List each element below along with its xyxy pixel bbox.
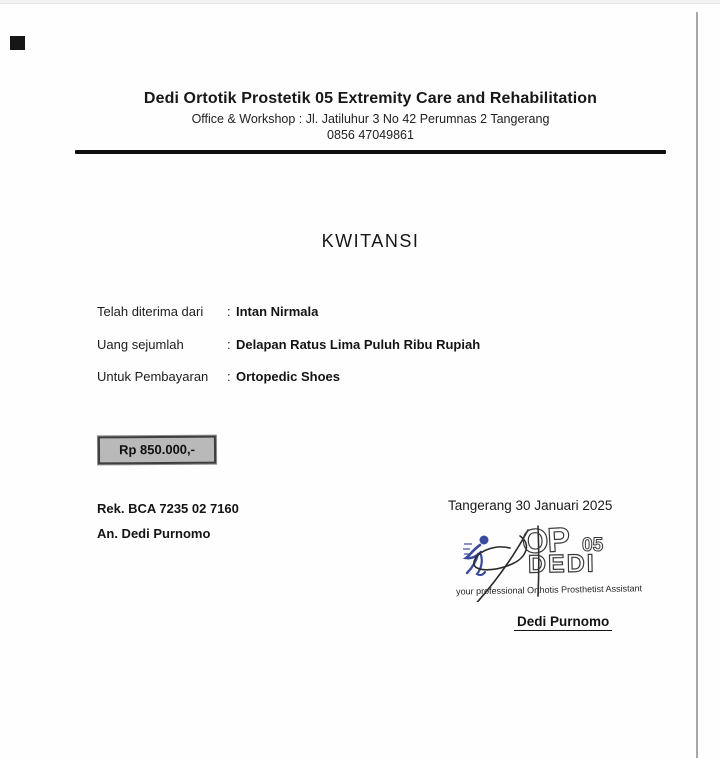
receipt-title: KWITANSI [321,231,420,251]
field-value: Ortopedic Shoes [236,369,341,384]
company-address: Office & Workshop : Jl. Jatiluhur 3 No 42 Perumnas 2 Tangerang [191,112,550,126]
field-row-payment-for [97,369,617,387]
scan-paper-edge-line [696,12,698,758]
stamp-text-dedi: DEDI [527,549,596,579]
signer-name: Dedi Purnomo [514,614,612,631]
scan-artifact-square [10,36,25,50]
letterhead [75,90,666,142]
bank-holder-line: An. Dedi Purnomo [97,526,211,541]
field-colon: : [227,369,231,384]
company-name: Dedi Ortotik Prostetik 05 Extremity Care and Rehabilitation [143,90,598,107]
field-row-amount-words [97,337,617,355]
place-date: Tangerang 30 Januari 2025 [448,498,613,513]
field-label: Telah diterima dari [97,304,204,319]
stamp-text-op: OP [521,520,571,562]
field-row-received-from [97,304,617,322]
field-label: Uang sejumlah [97,337,184,352]
header-divider [75,150,666,154]
field-value: Intan Nirmala [236,304,319,319]
amount-box [98,436,216,465]
field-colon: : [227,304,231,319]
bank-account-line: Rek. BCA 7235 02 7160 [97,501,239,516]
field-value: Delapan Ratus Lima Puluh Ribu Rupiah [236,337,481,352]
field-label: Untuk Pembayaran [97,369,209,384]
field-colon: : [227,337,231,352]
scan-top-edge [0,0,720,4]
stamp-tagline: your professional Orthotis Prosthetist Assistant [455,583,643,597]
stamp-text-05: 05 [582,535,604,556]
stamp [450,520,643,602]
company-phone: 0856 47049861 [327,128,414,142]
amount-value: Rp 850.000,- [119,441,195,458]
